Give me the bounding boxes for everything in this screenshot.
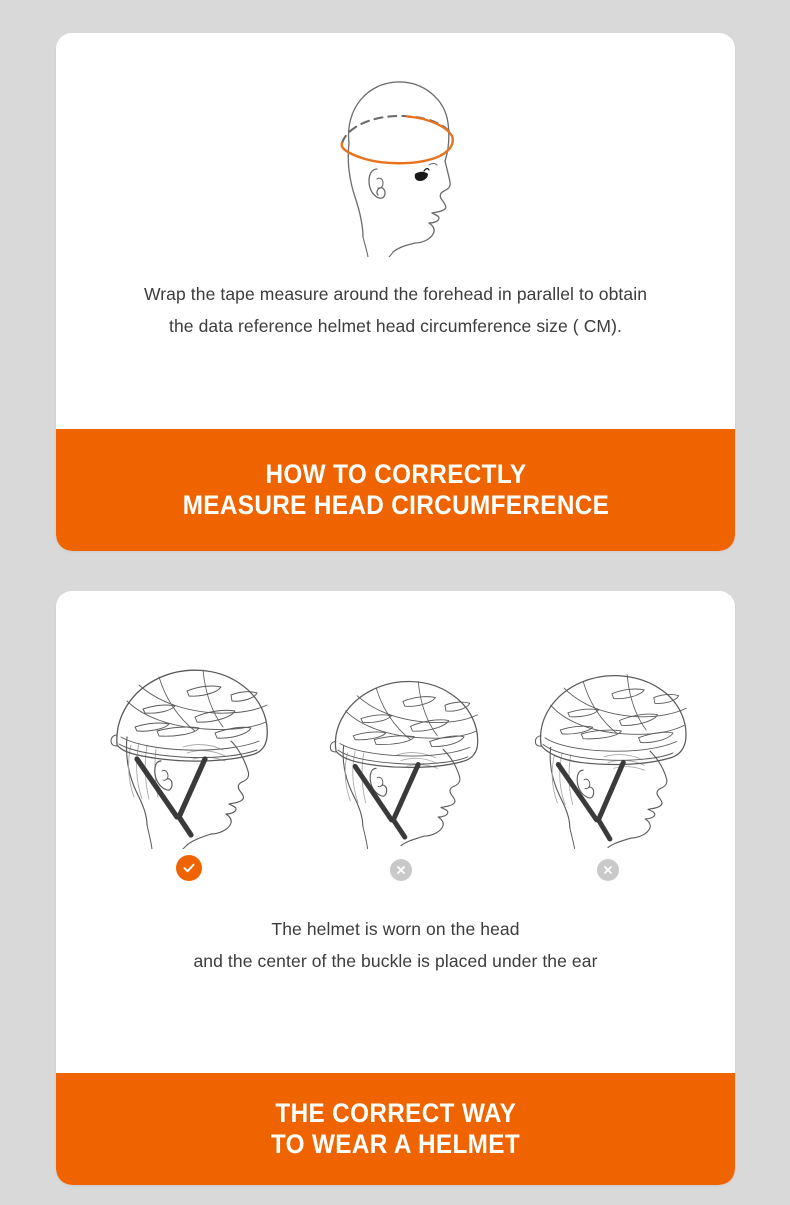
banner-correct-way-to-wear: [56, 1073, 735, 1185]
cross-icon: [597, 859, 619, 881]
helmet-examples-row: [56, 591, 735, 881]
measure-caption: [56, 278, 735, 342]
helmet-correct-illustration: [99, 649, 279, 849]
helmet-example-incorrect-back: [303, 653, 498, 881]
card-measure-body: [56, 33, 735, 342]
wear-caption-line-1: The helmet is worn on the head: [271, 919, 520, 939]
check-icon: [176, 855, 202, 881]
banner-wear-line-2: TO WEAR A HELMET: [270, 1129, 521, 1159]
wear-caption: [56, 913, 735, 977]
measure-caption-line-2: the data reference helmet head circumference size ( CM).: [168, 316, 623, 336]
wear-caption-line-2: and the center of the buckle is placed under the ear: [193, 951, 598, 971]
helmet-incorrect-back-illustration: [315, 653, 487, 853]
helmet-example-incorrect-forward: [510, 653, 705, 881]
card-correct-way-to-wear-helmet: [56, 591, 735, 1185]
helmet-example-correct: [86, 649, 291, 881]
head-profile-with-tape-measure-illustration: [56, 33, 735, 268]
cross-icon: [390, 859, 412, 881]
helmet-incorrect-forward-illustration: [522, 653, 694, 853]
banner-measure-line-2: MEASURE HEAD CIRCUMFERENCE: [182, 490, 609, 520]
banner-measure-line-1: HOW TO CORRECTLY: [265, 459, 526, 489]
card-measure-head-circumference: [56, 33, 735, 551]
banner-how-to-measure: [56, 429, 735, 551]
banner-wear-line-1: THE CORRECT WAY: [275, 1098, 516, 1128]
measure-caption-line-1: Wrap the tape measure around the forehead in parallel to obtain: [143, 284, 648, 304]
card-wear-body: [56, 591, 735, 977]
